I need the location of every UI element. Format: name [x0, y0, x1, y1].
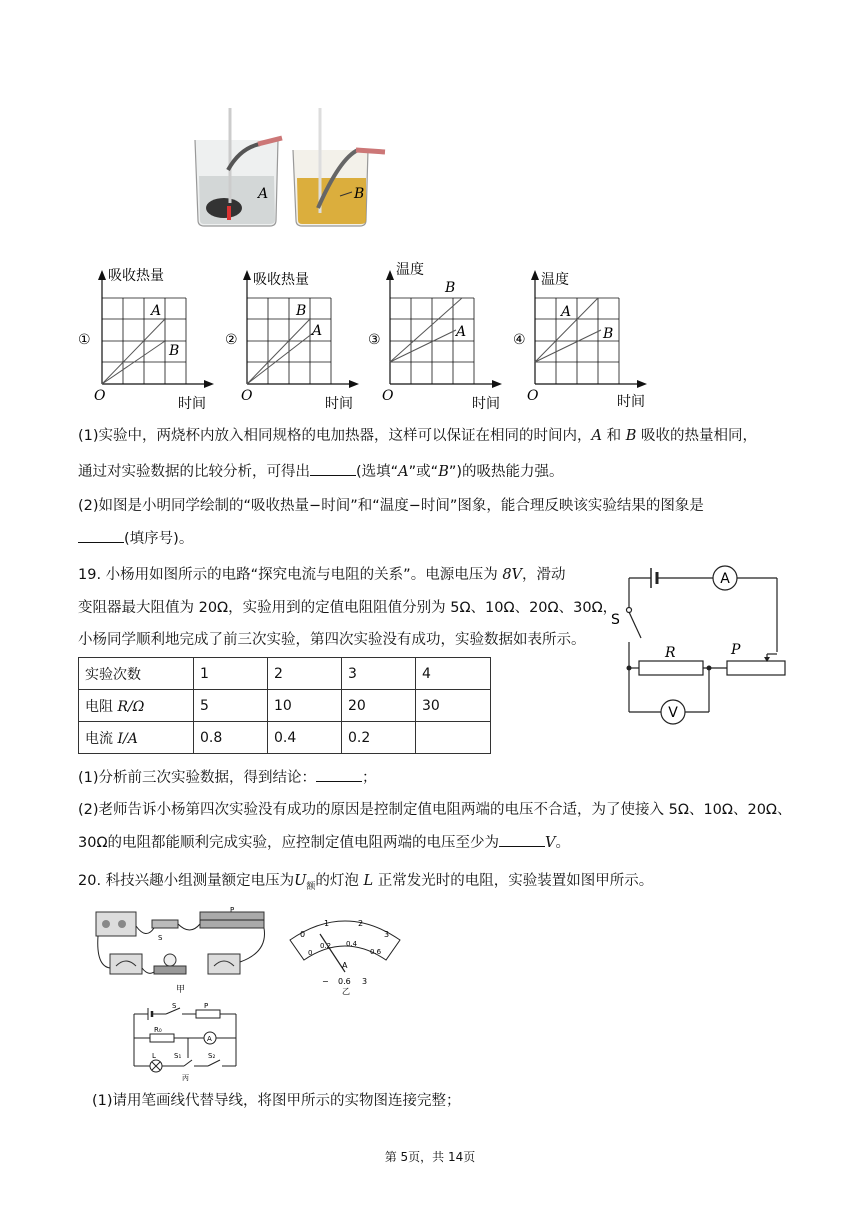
page-footer: 第 5页，共 14页 [384, 1150, 476, 1164]
q20-ammeter-dial [286, 910, 404, 996]
svg-text:−: − [322, 977, 329, 986]
graph-2-ylabel: 吸收热量 [253, 272, 309, 288]
graph-1-line-b: B [169, 343, 180, 359]
graph-1-line-a: A [151, 303, 162, 319]
meter-unit: A [342, 961, 348, 970]
answer-blank [310, 461, 356, 476]
graph-1-ylabel: 吸收热量 [108, 268, 164, 284]
graph-3-line-a: A [456, 324, 467, 340]
fig-jia-label: 甲 [176, 985, 186, 995]
apparatus-switch-label: S [158, 934, 163, 942]
graph-2-line-b: B [296, 303, 307, 319]
graph-4-line-a: A [561, 304, 572, 320]
svg-text:S₁: S₁ [174, 1052, 182, 1060]
svg-text:0.6: 0.6 [370, 948, 382, 956]
table-row: 电流 I/A 0.8 0.4 0.2 [79, 722, 491, 754]
graph-3 [362, 260, 512, 415]
voltmeter-label: V [668, 705, 678, 721]
svg-text:3: 3 [384, 930, 390, 939]
q19-line3: 小杨同学顺利地完成了前三次实验，第四次实验没有成功，实验数据如表所示。 [78, 632, 586, 648]
apparatus-slider-label: P [230, 906, 235, 914]
resistor-label: R [665, 645, 676, 661]
beakers-photo [190, 108, 395, 230]
svg-text:0: 0 [300, 930, 306, 939]
table-row: 实验次数 1 2 3 4 [79, 658, 491, 690]
ammeter-label: A [720, 571, 730, 587]
graph-4-xlabel: 时间 [617, 394, 645, 410]
svg-text:L: L [152, 1052, 156, 1060]
svg-text:2: 2 [358, 919, 364, 928]
graph-2-origin: O [241, 388, 253, 404]
q18-part2-line2: (填序号)。 [78, 528, 193, 549]
q20-apparatus-figure [92, 906, 272, 996]
slider-label: P [731, 642, 741, 658]
fig-yi-label: 乙 [342, 987, 350, 996]
q20-part1: (1)请用笔画线代替导线，将图甲所示的实物图连接完整； [92, 1093, 461, 1109]
graph-4-ylabel: 温度 [541, 272, 569, 288]
switch-label: S [611, 612, 620, 628]
svg-text:0: 0 [308, 949, 313, 957]
svg-text:0.4: 0.4 [346, 940, 358, 948]
svg-text:S₂: S₂ [208, 1052, 216, 1060]
q19-data-table [78, 657, 491, 754]
svg-text:0.6: 0.6 [338, 977, 351, 986]
graph-4-origin: O [527, 388, 539, 404]
graph-2 [215, 260, 365, 415]
graph-1-xlabel: 时间 [178, 396, 206, 412]
svg-text:A: A [207, 1035, 212, 1043]
beaker-b-label: B [354, 186, 365, 202]
graph-1 [70, 260, 220, 415]
q20-circuit-diagram [128, 998, 248, 1082]
answer-blank [499, 832, 545, 847]
graph-4 [507, 260, 657, 415]
q19-line1: 19. 小杨用如图所示的电路“探究电流与电阻的关系”。电源电压为 8V，滑动 [78, 567, 566, 583]
svg-text:P: P [204, 1002, 209, 1010]
q19-part2-line2: 30Ω的电阻都能顺利完成实验，应控制定值电阻两端的电压至少为 V。 [78, 832, 570, 853]
q18-part2-line1: (2)如图是小明同学绘制的“吸收热量−时间”和“温度−时间”图象，能合理反映该实验结果的图象是 [78, 498, 704, 514]
graph-4-num: ④ [513, 332, 526, 348]
q18-part1-line1: (1)实验中，两烧杯内放入相同规格的电加热器，这样可以保证在相同的时间内，A 和 B 吸收的热量相同， [78, 428, 758, 444]
graph-3-xlabel: 时间 [472, 396, 500, 412]
graph-1-origin: O [94, 388, 106, 404]
graph-3-origin: O [382, 388, 394, 404]
q19-circuit-diagram [605, 560, 790, 730]
graph-2-line-a: A [312, 323, 323, 339]
q18-part1-line2: 通过对实验数据的比较分析，可得出 (选填“A”或“B”)的吸热能力强。 [78, 461, 564, 482]
graph-3-line-b: B [445, 280, 456, 296]
q19-part1: (1)分析前三次实验数据，得到结论： ； [78, 767, 377, 788]
answer-blank [78, 528, 124, 543]
svg-text:0.2: 0.2 [320, 942, 332, 950]
svg-text:S: S [172, 1002, 177, 1010]
graph-4-line-b: B [603, 326, 614, 342]
graph-1-num: ① [78, 332, 91, 348]
fig-bing-label: 丙 [182, 1074, 189, 1082]
graph-3-num: ③ [368, 332, 381, 348]
graph-2-num: ② [225, 332, 238, 348]
q20-line1: 20. 科技兴趣小组测量额定电压为$U_额$的灯泡 L 正常发光时的电阻，实验装置如图甲所示。 [78, 873, 654, 892]
beaker-a-label: A [258, 186, 269, 202]
answer-blank [316, 767, 362, 782]
svg-text:3: 3 [362, 977, 368, 986]
table-row: 电阻 R/Ω 5 10 20 30 [79, 690, 491, 722]
q19-line2: 变阻器最大阻值为 20Ω，实验用到的定值电阻阻值分别为 5Ω、10Ω、20Ω、30Ω， [78, 600, 618, 616]
svg-text:R₀: R₀ [154, 1026, 162, 1034]
svg-text:1: 1 [324, 919, 330, 928]
graph-2-xlabel: 时间 [325, 396, 353, 412]
q19-part2-line1: (2)老师告诉小杨第四次实验没有成功的原因是控制定值电阻两端的电压不合适，为了使接入 5Ω、10Ω、20Ω、 [78, 802, 792, 818]
graph-3-ylabel: 温度 [396, 262, 424, 278]
